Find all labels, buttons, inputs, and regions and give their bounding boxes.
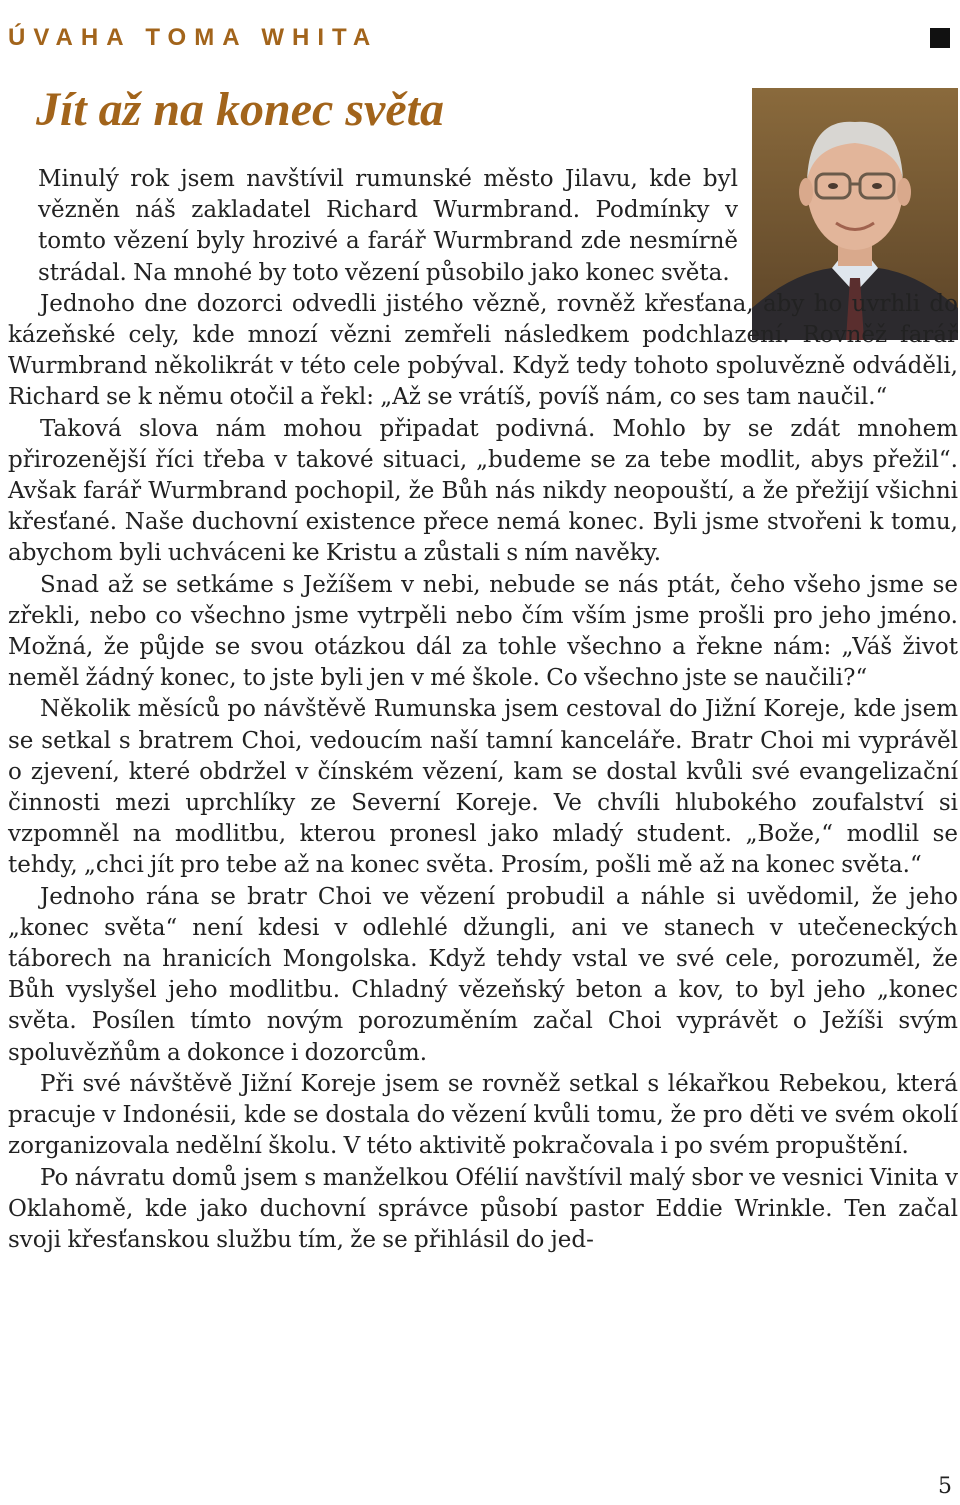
article-paragraph: Minulý rok jsem navštívil rumunské město Jilavu, kde byl vězněn náš zakladatel Richard Wurmbrand. Podmínky v tomto vězení byly hrozivé a farář Wurmbrand zde nesmírně strádal. Na mnohé by toto vězení působilo jako konec světa. — [38, 166, 738, 286]
section-kicker: ÚVAHA TOMA WHITA — [8, 24, 379, 51]
article-paragraph: Jednoho rána se bratr Choi ve vězení probudil a náhle si uvědomil, že jeho „konec světa“ není kdesi v odlehlé džungli, ani ve stanech v utečeneckých táborech na hranicích Mongolska. Když tehdy vstal ve své cele, porozuměl, že Bůh vyslyšel jeho modlitbu. Chladný vězeňský beton a kov, to byl jeho „konec světa. Posílen tímto novým porozuměním začal Choi vyprávět o Ježíši svým spoluvězňům a dokonce i dozorcům. — [8, 883, 958, 1066]
article-paragraph: Při své návštěvě Jižní Koreje jsem se rovněž setkal s lékařkou Rebekou, která pracuje v Indonésii, kde se dostala do vězení kvůli tomu, že pro děti ve svém okolí zorganizovala nedělní školu. V této aktivitě pokračovala i po svém propuštění. — [8, 1070, 958, 1160]
article-paragraph: Jednoho dne dozorci odvedli jistého vězně, rovněž křesťana, aby ho uvrhli do kázeňské cely, kde mnozí vězni zemřeli následkem podchlazení. Rovněž farář Wurmbrand několikrát v této cele pobýval. Když tedy tohoto spoluvězně odváděli, Richard se k němu otočil a řekl: „Až se vrátíš, povíš nám, co ses tam naučil.“ — [8, 290, 958, 411]
article-paragraph: Snad až se setkáme s Ježíšem v nebi, nebude se nás ptát, čeho všeho jsme se zřekli, nebo co všechno jsme vytrpěli nebo čím vším jsme prošli pro jeho jméno. Možná, že půjde se svou otázkou dál za tohle všechno a řekne nám: „Váš život neměl žádný konec, to jste byli jen v mé škole. Co všechno jste se naučili?“ — [8, 571, 958, 692]
page-number: 5 — [938, 1474, 952, 1499]
article-paragraph: Několik měsíců po návštěvě Rumunska jsem cestoval do Jižní Koreje, kde jsem se setkal s bratrem Choi, vedoucím naší tamní kanceláře. Bratr Choi mi vyprávěl o zjevení, které obdržel v čínském vězení, kam se dostal kvůli své evangelizační činnosti mezi uprchlíky ze Severní Koreje. Ve chvíli hlubokého zoufalství si vzpomněl na modlitbu, kterou pronesl jako mladý student. „Bože,“ modlil se tehdy, „chci jít pro tebe až na konec světa. Prosím, pošli mě až na konec světa.“ — [8, 696, 958, 879]
article-title: Jít až na konec světa — [36, 83, 444, 136]
article-paragraph: Taková slova nám mohou připadat podivná. Mohlo by se zdát mnohem přirozenější říci třeba v takové situaci, „budeme se za tebe modlit, abys přežil“. Avšak farář Wurmbrand pochopil, že Bůh nás nikdy neopouští, a že přežijí všichni křesťané. Naše duchovní existence přece nemá konec. Byli jsme stvořeni k tomu, abychom byli uchváceni ke Kristu a zůstali s ním navěky. — [8, 415, 958, 567]
article-paragraph: Po návratu domů jsem s manželkou Ofélií navštívil malý sbor ve vesnici Vinita v Oklahomě, kde jako duchovní správce působí pastor Eddie Wrinkle. Ten začal svoji křesťanskou službu tím, že se přihlásil do jed- — [8, 1164, 958, 1253]
section-marker-square — [930, 28, 950, 48]
article-body — [8, 164, 958, 1256]
